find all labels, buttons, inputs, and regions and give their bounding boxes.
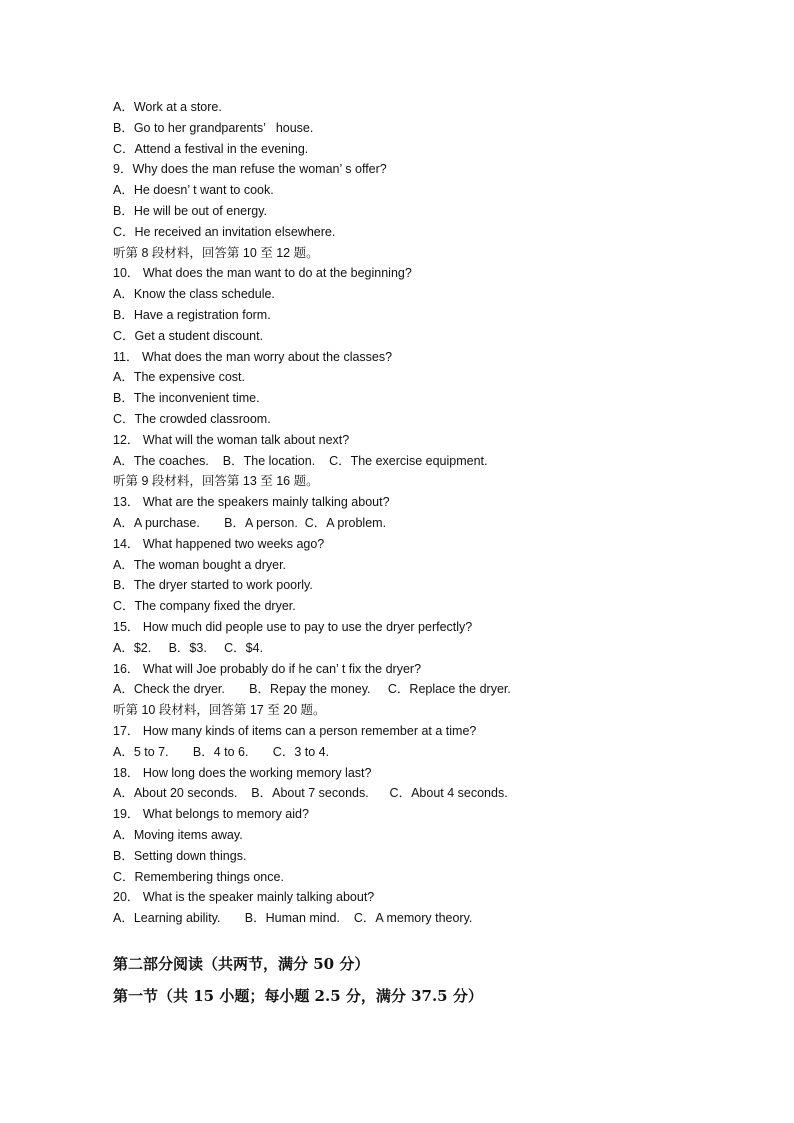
text-line: C．Get a student discount. — [113, 328, 264, 343]
text-line: C．Attend a festival in the evening. — [113, 141, 309, 156]
text-line: A．He doesn’ t want to cook. — [113, 183, 274, 198]
text-line: B．He will be out of energy. — [113, 204, 268, 218]
text-line: A．The woman bought a dryer. — [113, 557, 287, 572]
text-line: C．The crowded classroom. — [113, 412, 271, 426]
text-line: 11． What does the man worry about the classes? — [113, 349, 393, 364]
section-heading-part-two: 第二部分阅读（共两节，满分 50 分） — [113, 955, 370, 973]
text-line: 13． What are the speakers mainly talking about? — [113, 495, 390, 510]
text-line: B．The dryer started to work poorly. — [113, 578, 313, 593]
text-line: 9．Why does the man refuse the woman’ s offer? — [113, 162, 387, 177]
text-line: 20． What is the speaker mainly talking about? — [113, 890, 375, 905]
text-line: A．A purchase. B．A person. C．A problem. — [113, 516, 387, 530]
text-line: 17． How many kinds of items can a person remember at a time? — [113, 724, 477, 738]
text-line: A．Check the dryer. B．Repay the money. C．Replace the dryer. — [113, 682, 511, 697]
text-line: A．Learning ability. B．Human mind. C．A memory theory. — [113, 911, 473, 926]
text-line: 14． What happened two weeks ago? — [113, 536, 325, 551]
text-line: 听第 10 段材料，回答第 17 至 20 题。 — [113, 703, 326, 718]
text-line: A．5 to 7. B．4 to 6. C．3 to 4. — [113, 744, 330, 759]
text-line: C．He received an invitation elsewhere. — [113, 224, 336, 239]
text-line: 听第 8 段材料，回答第 10 至 12 题。 — [113, 245, 319, 260]
text-line: B．Have a registration form. — [113, 308, 271, 322]
text-line: 15． How much did people use to pay to use the dryer perfectly? — [113, 620, 473, 634]
text-line: 19． What belongs to memory aid? — [113, 807, 309, 822]
text-line: C．Remembering things once. — [113, 869, 284, 884]
text-line: 18． How long does the working memory last? — [113, 765, 372, 780]
text-line: 10． What does the man want to do at the beginning? — [113, 266, 412, 281]
text-line: B．Go to her grandparents’ house. — [113, 120, 314, 135]
text-line: A．About 20 seconds. B．About 7 seconds. C．About 4 seconds. — [113, 786, 508, 801]
text-line: 16． What will Joe probably do if he can’ t fix the dryer? — [113, 661, 422, 676]
text-line: B．The inconvenient time. — [113, 391, 260, 406]
text-line: A．The coaches. B．The location. C．The exercise equipment. — [113, 453, 488, 468]
text-line: A．Work at a store. — [113, 100, 222, 114]
text-line: B．Setting down things. — [113, 848, 247, 863]
section-heading-section-one: 第一节（共 15 小题；每小题 2.5 分，满分 37.5 分） — [113, 987, 483, 1005]
text-line: A．The expensive cost. — [113, 370, 246, 385]
text-line: 听第 9 段材料，回答第 13 至 16 题。 — [113, 474, 319, 489]
text-line: A．Moving items away. — [113, 828, 243, 842]
text-line: A．$2. B．$3. C．$4. — [113, 640, 264, 655]
text-line: 12． What will the woman talk about next? — [113, 432, 350, 447]
text-line: A．Know the class schedule. — [113, 287, 275, 302]
text-line: C．The company fixed the dryer. — [113, 599, 296, 614]
